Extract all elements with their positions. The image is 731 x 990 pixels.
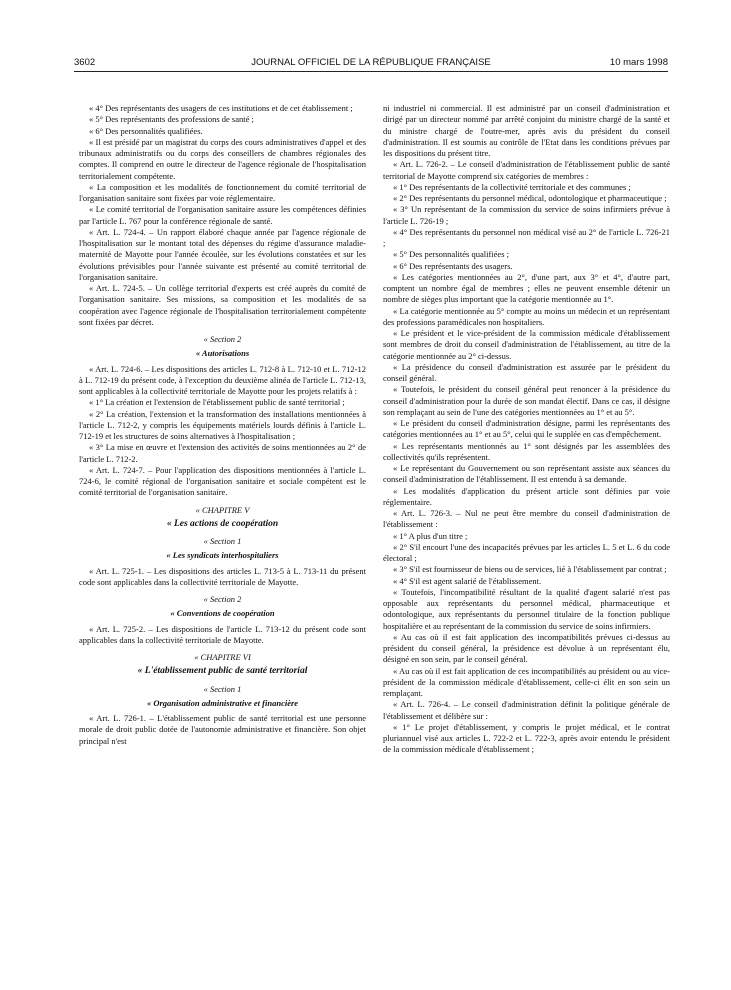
paragraph: « Au cas où il est fait application de ces incompatibilités au président ou au vice-président de la commission médicale d'établissement, celle-ci élit en son sein un remplaçant. (383, 665, 670, 698)
paragraph: « 1° A plus d'un titre ; (393, 530, 468, 541)
paragraph: « 1° La création et l'extension de l'établissement public de santé territorial ; (89, 397, 345, 408)
paragraph: « Toutefois, le président du conseil général peut renoncer à la présidence du conseil d'administration pour la durée de son mandat électif. Dans ce cas, il désigne son remplaçant au sein de l'une des catégories mentionnées au 1° et au 5°. (383, 384, 670, 417)
paragraph: « Les représentants mentionnés au 1° sont désignés par les assemblées des collectivités qu'ils représentent. (383, 440, 670, 462)
paragraph: « Art. L. 725-1. – Les dispositions des articles L. 713-5 à L. 713-11 du présent code sont applicables dans la collectivité territoriale de Mayotte. (79, 565, 366, 587)
page-number: 3602 (74, 57, 96, 68)
section-title: « Autorisations (195, 348, 250, 359)
chapter-title: « L'établissement public de santé territorial (137, 666, 308, 677)
chapter-title: « Les actions de coopération (166, 518, 279, 529)
paragraph: « La composition et les modalités de fonctionnement du comité territorial de l'organisation sanitaire sont fixées par voie réglementaire. (79, 181, 366, 203)
paragraph: « Les catégories mentionnées au 2°, d'une part, aux 3° et 4°, d'autre part, comptent un nombre égal de membres ; elles ne peuvent ensemble détenir un nombre de sièges plus important que la catégorie mentionnée au 1°. (383, 271, 670, 305)
section-title: « Organisation administrative et financière (146, 697, 299, 708)
paragraph: « 2° Des représentants du personnel médical, odontologique et pharmaceutique ; (393, 193, 667, 203)
paragraph: « 5° Des personnalités qualifiées ; (393, 249, 509, 260)
paragraph: « 4° Des représentants du personnel non médical visé au 2° de l'article L. 726-21 ; (383, 226, 670, 248)
section-heading: « Section 1 (203, 536, 242, 546)
section-heading: « CHAPITRE VI (194, 652, 251, 662)
paragraph: « Au cas où il est fait application des incompatibilités prévues ci-dessus au président du conseil général, la présidence est dévolue à un représentant élu, désigné en son sein, par le conseil général. (383, 631, 670, 665)
paragraph: « Art. L. 726-3. – Nul ne peut être membre du conseil d'administration de l'établissement : (383, 508, 670, 530)
paragraph: « 2° S'il encourt l'une des incapacités prévues par les articles L. 5 et L. 6 du code électoral ; (383, 541, 670, 563)
paragraph: « 2° La création, l'extension et la transformation des installations mentionnées à l'article L. 712-2, y compris les équipements matériels lourds définis à l'article L. 712-19 et les structures de soins alternatives à l'hospitalisation ; (79, 408, 366, 441)
paragraph: « Art. L. 725-2. – Les dispositions de l'article L. 713-12 du présent code sont applicables dans la collectivité territoriale de Mayotte. (79, 623, 366, 645)
issue-date: 10 mars 1998 (609, 57, 668, 68)
section-title: « Les syndicats interhospitaliers (166, 550, 279, 561)
section-heading: « Section 2 (203, 594, 242, 604)
paragraph: « 1° Le projet d'établissement, y compris le projet médical, et le contrat pluriannuel visé aux articles L. 722-2 et L. 722-3, après avoir entendu le président de la commission médicale d'établissement ; (383, 721, 670, 755)
section-heading: « Section 1 (203, 683, 242, 694)
section-heading: « Section 2 (203, 334, 242, 344)
paragraph: « Art. L. 724-5. – Un collège territorial d'experts est créé auprès du comité de l'organisation sanitaire. Ses missions, sa composition et les modalités de sa coopération avec l'agence régionale de l'hospitalisation territorialement compétente sont fixées par décret. (79, 283, 366, 327)
paragraph: « 3° S'il est fournisseur de biens ou de services, lié à l'établissement par contrat ; (393, 564, 667, 575)
right-column (383, 103, 670, 756)
journal-title: JOURNAL OFFICIEL DE LA RÉPUBLIQUE FRANÇAISE (251, 57, 491, 68)
paragraph: « 6° Des représentants des usagers. (393, 260, 513, 271)
paragraph: « 1° Des représentants de la collectivité territoriale et des communes ; (393, 181, 631, 192)
paragraph: « Art. L. 724-4. – Un rapport élaboré chaque année par l'agence régionale de l'hospitalisation sur le montant total des dépenses du régime d'assurance maladie-maternité de Mayotte pour l'année écoulée, sur les évolutions constatées et sur les évolutions prévisibles pour l'année suivante est présenté au comité territorial de l'organisation sanitaire. (79, 226, 366, 282)
paragraph: « Art. L. 724-6. – Les dispositions des articles L. 712-8 à L. 712-10 et L. 712-12 à L. 712-19 du présent code, à l'exception du deuxième alinéa de l'article L. 712-13, sont applicables à la collectivité territoriale de Mayotte pour les projets relatifs à : (79, 363, 366, 396)
paragraph: « Art. L. 726-2. – Le conseil d'administration de l'établissement public de santé territorial de Mayotte comprend six catégories de membres : (383, 159, 670, 181)
section-title: « Conventions de coopération (170, 608, 275, 619)
paragraph: ni industriel ni commercial. Il est administré par un conseil d'administration et dirigé par un directeur nommé par arrêté conjoint du ministre chargé de la santé et du ministre chargé de l'outre-mer, après avis du président du conseil d'administration. Il est soumis au contrôle de l'Etat dans les conditions prévues par les dispositions du présent titre. (383, 103, 670, 158)
paragraph: « Art. L. 726-4. – Le conseil d'administration définit la politique générale de l'établissement et délibère sur : (383, 699, 670, 721)
paragraph: « 4° S'il est agent salarié de l'établissement. (393, 575, 542, 586)
paragraph: « 5° Des représentants des professions de santé ; (89, 114, 254, 125)
paragraph: « Il est présidé par un magistrat du corps des cours administratives d'appel et des tribunaux administratifs ou du corps des conseillers de chambres régionales des comptes. Il comprend en outre le directeur de l'agence régionale de l'hospitalisation territorialement compétente. (79, 136, 366, 181)
paragraph: « Art. L. 724-7. – Pour l'application des dispositions mentionnées à l'article L. 724-6, le comité régional de l'organisation sanitaire et sociale compétent est le comité territorial de l'organisation sanitaire. (79, 464, 366, 498)
paragraph: « Art. L. 726-1. – L'établissement public de santé territorial est une personne morale de droit public dotée de l'autonomie administrative et financière. Son objet principal n'est (79, 713, 366, 746)
paragraph: « 4° Des représentants des usagers de ces institutions et de cet établissement ; (89, 103, 353, 113)
paragraph: « La présidence du conseil d'administration est assurée par le président du conseil général. (383, 361, 670, 383)
paragraph: « 3° La mise en œuvre et l'extension des activités de soins mentionnées au 2° de l'article L. 712-2. (79, 442, 366, 464)
paragraph: « Les modalités d'application du présent article sont définies par voie réglementaire. (383, 485, 670, 507)
paragraph: « 6° Des personnalités qualifiées. (89, 125, 203, 136)
paragraph: « 3° Un représentant de la commission du service de soins infirmiers prévue à l'article L. 726-19 ; (383, 204, 670, 226)
section-heading: « CHAPITRE V (195, 504, 250, 515)
paragraph: « Toutefois, l'incompatibilité résultant de la qualité d'agent salarié n'est pas opposable aux représentants du personnel médical, pharmaceutique et odontologique, aux représentants du personnel titulaire de la fonction publique hospitalière et au représentant de la commission du service de soins infirmiers. (383, 586, 670, 631)
paragraph: « Le président du conseil d'administration désigne, parmi les représentants des catégories mentionnées au 1° et au 5°, celui qui le supplée en cas d'empêchement. (383, 418, 670, 440)
page-header (74, 55, 668, 72)
left-column (79, 103, 366, 747)
paragraph: « Le président et le vice-président de la commission médicale d'établissement sont membres de droit du conseil d'administration de l'établissement, au titre de la catégorie mentionnée au 2° ci-dessus. (383, 328, 670, 361)
paragraph: « Le représentant du Gouvernement ou son représentant assiste aux séances du conseil d'administration de l'établissement. Il est entendu à sa demande. (383, 463, 670, 485)
paragraph: « La catégorie mentionnée au 5° compte au moins un médecin et un représentant des professions paramédicales non hospitaliers. (383, 305, 670, 327)
paragraph: « Le comité territorial de l'organisation sanitaire assure les compétences définies par l'article L. 767 pour la conférence régionale de santé. (79, 204, 366, 226)
